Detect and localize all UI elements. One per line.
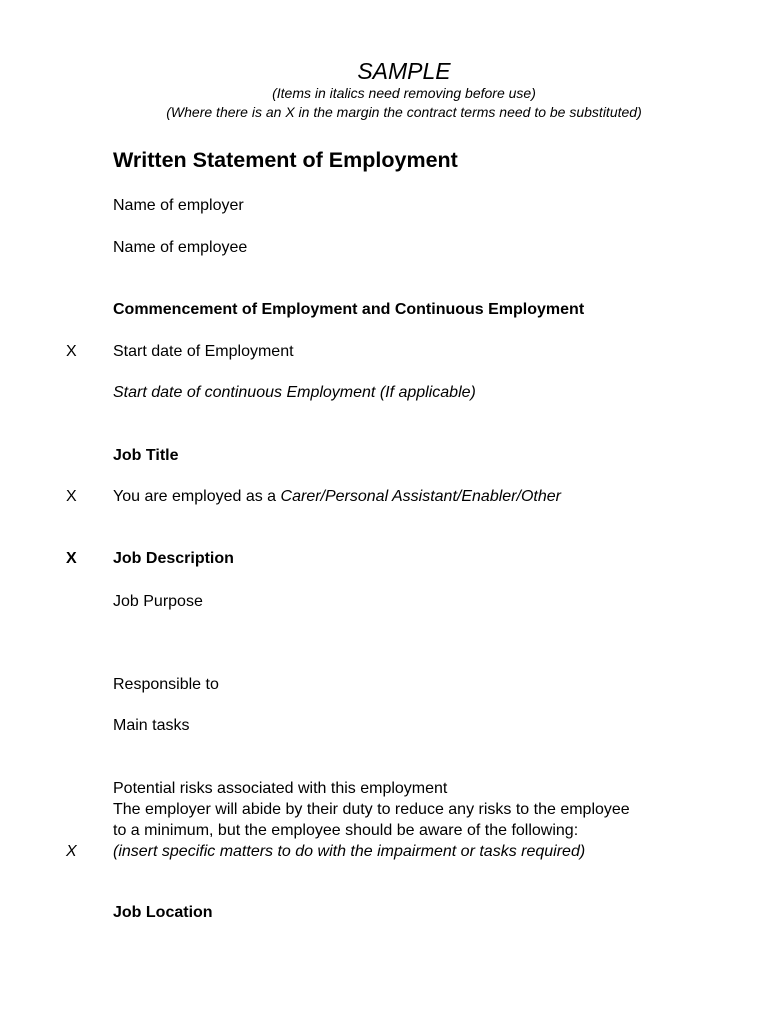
employed-as-role: Carer/Personal Assistant/Enabler/Other <box>280 488 561 505</box>
job-description-heading: Job Description <box>113 550 234 567</box>
employed-as-prefix: You are employed as a <box>113 488 281 505</box>
main-tasks-label: Main tasks <box>113 717 190 734</box>
commencement-heading: Commencement of Employment and Continuous Employment <box>113 301 585 318</box>
sample-title: SAMPLE <box>357 58 451 84</box>
risks-line-2: to a minimum, but the employee should be aware of the following: <box>113 822 579 839</box>
employed-as-line <box>113 487 561 507</box>
italics-removal-note: (Items in italics need removing before use) <box>272 85 536 101</box>
start-date-label: Start date of Employment <box>113 343 294 360</box>
risks-line-1: The employer will abide by their duty to reduce any risks to the employee <box>113 801 630 818</box>
start-date-margin-marker: X <box>66 343 77 360</box>
risks-heading: Potential risks associated with this employment <box>113 780 448 797</box>
job-title-margin-marker: X <box>66 488 77 505</box>
risks-margin-marker: X <box>66 843 77 860</box>
job-description-margin-marker: X <box>66 550 77 567</box>
document-title: Written Statement of Employment <box>113 148 458 172</box>
job-purpose-label: Job Purpose <box>113 593 203 610</box>
job-location-heading: Job Location <box>113 904 213 921</box>
name-of-employee-label: Name of employee <box>113 239 248 256</box>
job-title-heading: Job Title <box>113 447 179 464</box>
risks-insert-note: (insert specific matters to do with the impairment or tasks required) <box>113 843 586 860</box>
margin-substitution-note: (Where there is an X in the margin the contract terms need to be substituted) <box>166 104 642 120</box>
responsible-to-label: Responsible to <box>113 676 219 693</box>
continuous-start-date-label: Start date of continuous Employment (If applicable) <box>113 384 476 401</box>
name-of-employer-label: Name of employer <box>113 197 244 214</box>
